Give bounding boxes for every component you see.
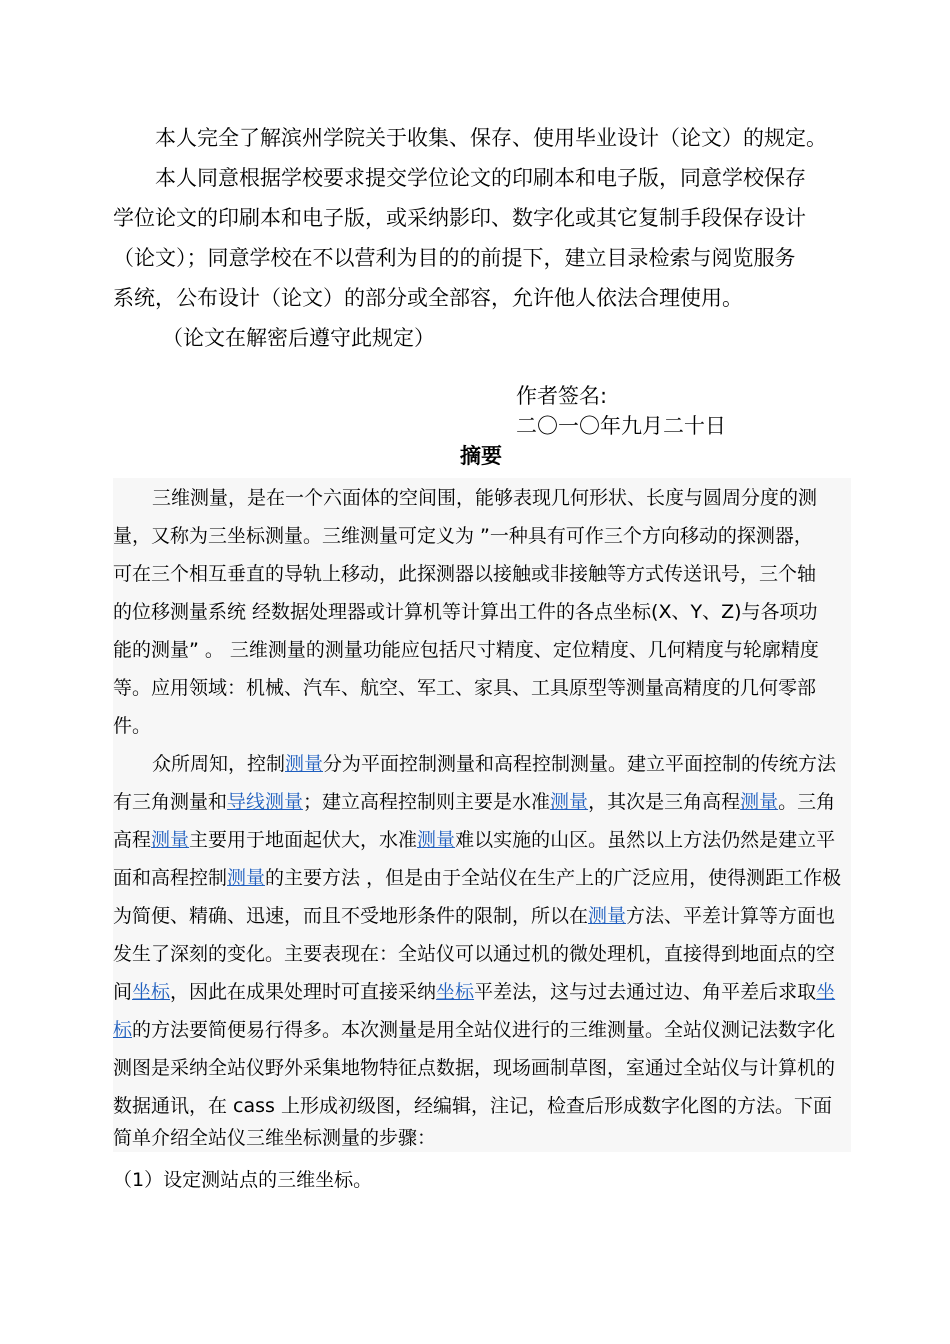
link-surveying[interactable]: 测量	[227, 867, 266, 889]
abstract-p1-line-2: 量，又称为三坐标测量。三维测量可定义为 ”一种具有可作三个方向移动的探测器，	[113, 525, 813, 547]
abstract-p1-line-6: 等。应用领域：机械、汽车、航空、军工、家具、工具原型等测量高精度的几何零部	[113, 677, 817, 699]
text-run: 方法、平差计算等方面也	[626, 905, 836, 927]
text-run: 难以实施的山区。虽然以上方法仍然是建立平	[455, 829, 836, 851]
text-run: ，其次是三角高程	[588, 791, 741, 813]
abstract-p1-line-1: 三维测量，是在一个六面体的空间围，能够表现几何形状、长度与圆周分度的测	[152, 487, 818, 509]
link-coordinate[interactable]: 坐	[816, 981, 836, 1003]
link-coordinate[interactable]: 坐标	[436, 981, 475, 1003]
abstract-p2-line-1	[152, 750, 836, 778]
link-surveying[interactable]: 测量	[285, 753, 324, 775]
text-run: 的主要方法 ，但是由于全站仪在生产上的广泛应用，使得测距工作极	[265, 867, 842, 889]
decl-para-2-line-2: 学位论文的印刷本和电子版，或采纳影印、数字化或其它复制手段保存设计	[113, 206, 806, 230]
signature-date: 二〇一〇年九月二十日	[516, 414, 726, 438]
text-run: 为简便、精确、迅速，而且不受地形条件的限制，所以在	[113, 905, 589, 927]
abstract-p2-line-5	[113, 902, 835, 930]
text-run: 。三角	[778, 791, 836, 813]
link-surveying[interactable]: 测量	[740, 791, 779, 813]
text-run: ；建立高程控制则主要是水准	[303, 791, 551, 813]
abstract-p2-line-3	[113, 826, 835, 854]
link-traverse-surveying[interactable]: 导线测量	[227, 791, 304, 813]
text-run: 有三角测量和	[113, 791, 228, 813]
abstract-p2-line-7	[113, 978, 835, 1006]
decl-para-2-line-4: 系统，公布设计（论文）的部分或全部容，允许他人依法合理使用。	[113, 286, 743, 310]
link-surveying[interactable]: 测量	[151, 829, 190, 851]
abstract-p2-line-11: 简单介绍全站仪三维坐标测量的步骤：	[113, 1127, 437, 1149]
decl-para-2-line-3: （论文）；同意学校在不以营利为目的的前提下，建立目录检索与阅览服务	[113, 246, 796, 270]
decl-para-1: 本人完全了解滨州学院关于收集、保存、使用毕业设计（论文）的规定。	[155, 126, 827, 150]
abstract-p2-line-9: 测图是采纳全站仪野外采集地物特征点数据，现场画制草图，室通过全站仪与计算机的	[113, 1057, 836, 1079]
abstract-p1-line-5: 能的测量” 。 三维测量的测量功能应包括尺寸精度、定位精度、几何精度与轮廓精度	[113, 639, 819, 661]
link-coordinate[interactable]: 标	[113, 1019, 133, 1041]
link-surveying[interactable]: 测量	[550, 791, 589, 813]
decl-note: （论文在解密后遵守此规定）	[162, 326, 435, 350]
abstract-p2-line-2	[113, 788, 835, 816]
text-run: 主要用于地面起伏大，水准	[189, 829, 418, 851]
abstract-p1-line-3: 可在三个相互垂直的导轨上移动，此探测器以接触或非接触等方式传送讯号，三个轴	[113, 563, 817, 585]
author-signature-label: 作者签名:	[516, 384, 608, 408]
link-coordinate[interactable]: 坐标	[132, 981, 171, 1003]
abstract-p1-line-7: 件。	[113, 715, 152, 737]
decl-para-2-line-1: 本人同意根据学校要求提交学位论文的印刷本和电子版，同意学校保存	[155, 166, 806, 190]
text-run: 的方法要简便易行得多。本次测量是用全站仪进行的三维测量。全站仪测记法数字化	[132, 1019, 836, 1041]
abstract-title: 摘要	[460, 444, 502, 468]
abstract-p2-line-6: 发生了深刻的变化。主要表现在：全站仪可以通过机的微处理机，直接得到地面点的空	[113, 943, 836, 965]
text-run: 高程	[113, 829, 152, 851]
text-run: 面和高程控制	[113, 867, 228, 889]
text-run: 间	[113, 981, 133, 1003]
link-surveying[interactable]: 测量	[588, 905, 627, 927]
step-1: （1）设定测站点的三维坐标。	[113, 1169, 373, 1191]
abstract-p1-line-4: 的位移测量系统 经数据处理器或计算机等计算出工件的各点坐标(X、Y、Z)与各项功	[113, 601, 818, 623]
abstract-p2-line-4	[113, 864, 841, 892]
text-run: ，因此在成果处理时可直接采纳	[170, 981, 437, 1003]
text-run: 众所周知，控制	[152, 753, 286, 775]
abstract-p2-line-10: 数据通讯，在 cass 上形成初级图，经编辑，注记，检查后形成数字化图的方法。下面	[113, 1095, 832, 1117]
abstract-p2-line-8	[113, 1016, 835, 1044]
text-run: 分为平面控制测量和高程控制测量。建立平面控制的传统方法	[323, 753, 837, 775]
link-surveying[interactable]: 测量	[417, 829, 456, 851]
text-run: 平差法，这与过去通过边、角平差后求取	[474, 981, 817, 1003]
